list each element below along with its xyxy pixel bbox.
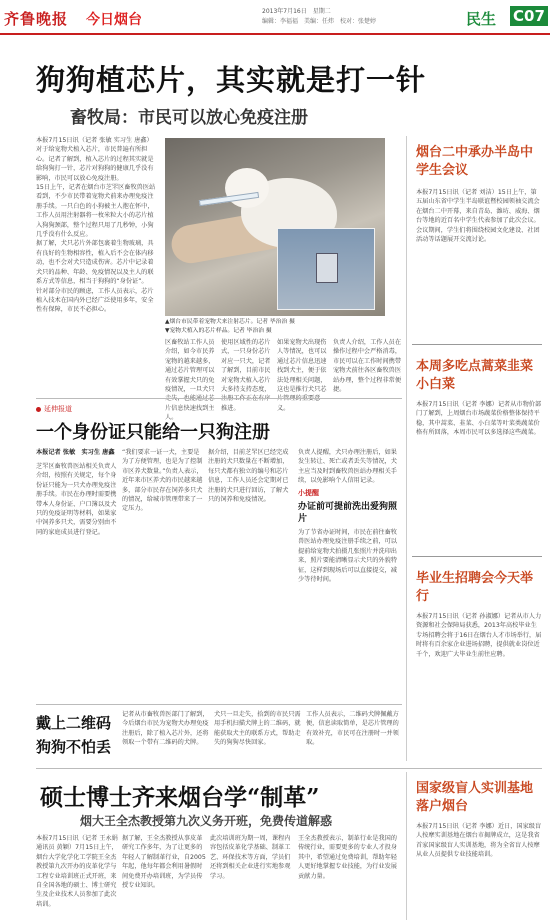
story2-byline: 本报记者 张敏 实习生 唐鑫 xyxy=(36,449,115,456)
lead-paragraph: 本报7月15日讯（记者 张敏 实习生 唐鑫）对于给宠物犬植入芯片，市民普遍有所担心。记者了解到，植入芯片的过程其实就是给狗狗打一针，芯片对狗狗的健康几乎没有影响，市民可以放心免疫注册。 xyxy=(36,137,154,182)
lead-paragraph: 针对部分市民的顾虑，工作人员表示，芯片植入技术在国内外已经广泛使用多年，安全性有保障，市民不必担心。 xyxy=(36,287,154,314)
story3-column: 工作人员表示，二维码犬牌佩戴方便，信息读取简单，是芯片管理的有效补充，市民可在注册时一并领取。 xyxy=(306,711,399,747)
photo-dog-head xyxy=(225,168,269,208)
story3-headline-line: 戴上二维码 xyxy=(36,714,112,732)
sidebar-rule xyxy=(412,556,542,557)
sidebar-body: 本报7月15日讯（记者 李娜）记者从市物价部门了解到，上周烟台市场蔬菜价格整体保持平稳，其中蒿菜、韭菜、小白菜等叶菜类蔬菜价格有所回落，本周市民可以多选择这些蔬菜。 xyxy=(416,401,542,437)
story2-column: 芝罘区畜牧兽医站相关负责人介绍，按照有关规定，每个身份证只能为一只犬办理免疫注册手续。市民在办理时需要携带本人身份证、户口簿以及犬只的免疫证明等材料，如果家中饲养多只犬，需要分别由不同的家庭成员进行登记。 xyxy=(36,463,117,536)
story3-column: 记者从市畜牧兽医部门了解到，今后烟台市民为宠物犬办理免疫注册后，除了植入芯片外，还将领取一个带有二维码的犬牌。 xyxy=(122,711,209,747)
bottom-column: 王全杰教授表示，制革行业是我国的传统行业，需要更多的专业人才投身其中，希望通过免费培训，帮助年轻人更好地掌握专业技能，为行业发展贡献力量。 xyxy=(298,835,397,880)
tip-label: 小提醒 xyxy=(298,489,319,497)
lead-paragraph: 15日上午，记者在烟台市芝罘区畜牧兽医站看到，不少市民带着宠物犬前来办理免疫注册手续。一只白色的小狗被主人抱在怀中，工作人员用注射器将一枚米粒大小的芯片植入狗狗颈部，整个过程只用了几秒钟，小狗几乎没有什么反应。 xyxy=(36,184,156,239)
page-header xyxy=(0,0,550,34)
microchip-icon xyxy=(316,253,338,283)
lead-paragraph: 据了解，犬只芯片外部包裹着生物玻璃，具有良好的生物相容性，植入后不会在体内移动，也不会对犬只造成伤害。芯片中记录着犬只的品种、年龄、免疫情况以及主人的联系方式等信息，相当于狗狗的“身份证”。 xyxy=(36,240,154,286)
lead-column: 使用区域性的芯片式，一只身份芯片对应一只犬，记者了解到，目前市民对宠物犬植入芯片大多持支持态度， 推进。 xyxy=(221,339,271,412)
photo-caption xyxy=(165,318,385,336)
bottom-column: 此次培训班为期一周，课程内容包括皮革化学基础、制革工艺、环保技术等方面，学员们还将到相关企业进行实地参观学习。 xyxy=(210,835,291,880)
bottom-column: 据了解，王全杰教授从事皮革研究工作多年，为了让更多的年轻人了解制革行业，自2005年起，他每年都会利用暑假时间免费开办培训班，为学员传授专业知识。 xyxy=(122,835,206,890)
tip-headline: 办证前可提前洗出爱狗照片 xyxy=(298,502,398,524)
story2-column: 据介绍，目前芝罘区已经完成注册的犬只数量在不断增加，每只犬都有独立的编号和芯片信息，工作人员还会定期对已注册的犬只进行回访，了解犬只的饲养和免疫情况。 xyxy=(208,449,289,504)
sidebar-divider xyxy=(406,136,407,761)
story-tag: 延伸报道 xyxy=(36,404,72,414)
story2-headline: 一个身份证只能给一只狗注册 xyxy=(36,422,270,443)
bottom-column: 本报7月15日讯（记者 王永娟 通讯员 黄颖）7月15日上午，烟台大学化学化工学院王全杰教授第九次开办的皮革化学与工程专业培训班正式开班，来自全国各地的硕士、博士研究生及企业技术人员参加了此次培训。 xyxy=(36,835,118,908)
tip-body: 为了节省办证时间，市民在前往畜牧兽医站办理免疫注册手续之前，可以提前给宠物犬拍摄几张照片并洗印出来，照片要能清晰显示犬只的外貌特征，这样到现场后可以直接提交，减少等待时间。 xyxy=(298,529,397,584)
lead-column: 如果宠物犬出现伤人等情况，也可以通过芯片信息迅速找到犬主，便于依法处理相关问题，这也是推行犬只芯 义。 xyxy=(277,339,327,412)
bottom-subheadline: 烟大王全杰教授第九次义务开班，免费传道解惑 xyxy=(80,814,333,828)
story3-headline xyxy=(36,711,111,759)
story3-column: 犬只一旦走失，拾到的市民只需用手机扫描犬牌上的二维码，就能获取犬主的联系方式，帮助走失的狗狗尽快回家。 xyxy=(214,711,301,747)
story2-column: 负责人提醒，犬只办理注册后，如果发生转让、死亡或者丢失等情况，犬主应当及时到畜牧兽医站办理相关手续，以免影响个人信用记录。 xyxy=(298,449,397,485)
page-number: C07 xyxy=(510,6,548,26)
editor-credits: 编辑：李福福 美编：任炜 校对：张楚婷 xyxy=(262,18,377,25)
lead-body xyxy=(36,136,158,398)
header-divider xyxy=(0,33,550,35)
sidebar-headline: 毕业生招聘会今天举行 xyxy=(416,571,534,604)
section-divider xyxy=(36,768,542,769)
sidebar-body: 本报7月15日讯（记者 孙淑娜）记者从市人力资源和社会保障局获悉，2013年高校毕业生专场招聘会将于16日在烟台人才市场举行，届时将有百余家企业进场招聘，提供就业岗位近千个，欢迎广大毕业生前往应聘。 xyxy=(416,613,542,658)
sidebar-body: 本报7月15日讯（记者 刘洁）15日上午，第五届山东省中学生半岛联谊暨校园领袖交流会在烟台二中开幕，来自青岛、潍坊、威海、烟台等地的近百名中学生代表参加了此次会议。会议期间，学生们将围绕校园文化建设、社团活动等话题展开交流讨论。 xyxy=(416,189,540,244)
section-tag: 民生 xyxy=(466,10,497,28)
newspaper-logo: 齐鲁晚报 xyxy=(4,10,69,28)
section-name: 今日烟台 xyxy=(86,12,142,28)
sidebar-rule xyxy=(412,344,542,345)
sidebar-divider xyxy=(406,772,407,920)
chip-inset-photo xyxy=(277,228,375,310)
sidebar-headline: 国家级盲人实训基地落户烟台 xyxy=(416,781,534,814)
issue-date: 2013年7月16日 星期二 xyxy=(262,8,331,15)
section-divider xyxy=(36,398,402,399)
lead-column: 区畜牧站工作人员介绍，如今市民养宠物的越来越多，通过芯片管理可以有效掌握犬只的免疫情况，一旦犬只 片信息快速找到主人。 xyxy=(165,339,215,422)
section-divider xyxy=(36,704,402,705)
lead-subheadline: 畜牧局：市民可以放心免疫注册 xyxy=(70,108,308,128)
caption-line: ▼宠物犬植入的芯片样品。记者 毕治治 摄 xyxy=(165,327,272,334)
bottom-headline: 硕士博士齐来烟台学“制革” xyxy=(40,784,320,811)
story2-column: “我们要求一证一犬，主要是为了方便管理，也是为了控制市区养犬数量。”负责人表示，近年来市区养犬的市民越来越多，部分市民存在饲养多只犬的情况，给城市管理带来了一定压力。 xyxy=(122,449,203,513)
sidebar-body: 本报7月15日讯（记者 李娜）近日，国家级盲人按摩实训基地在烟台市揭牌成立，这是我省首家国家级盲人实训基地，将为全省盲人按摩从业人员提供专业技能培训。 xyxy=(416,823,542,859)
lead-headline: 狗狗植芯片，其实就是打一针 xyxy=(36,63,427,97)
story3-headline-line: 狗狗不怕丢 xyxy=(36,738,112,756)
caption-line: ▲烟台市民带着宠物犬来注射芯片。记者 毕治治 摄 xyxy=(165,319,295,325)
sidebar-headline: 烟台二中承办半岛中学生会议 xyxy=(416,145,534,178)
lead-column: 负责人介绍，工作人员在操作过程中会严格消毒，市民可以在工作时间携带宠物犬前往各区畜牧兽医站办理，整个过程非常便捷。 xyxy=(333,339,402,394)
sidebar-headline: 本周多吃点蒿菜韭菜小白菜 xyxy=(416,359,534,392)
